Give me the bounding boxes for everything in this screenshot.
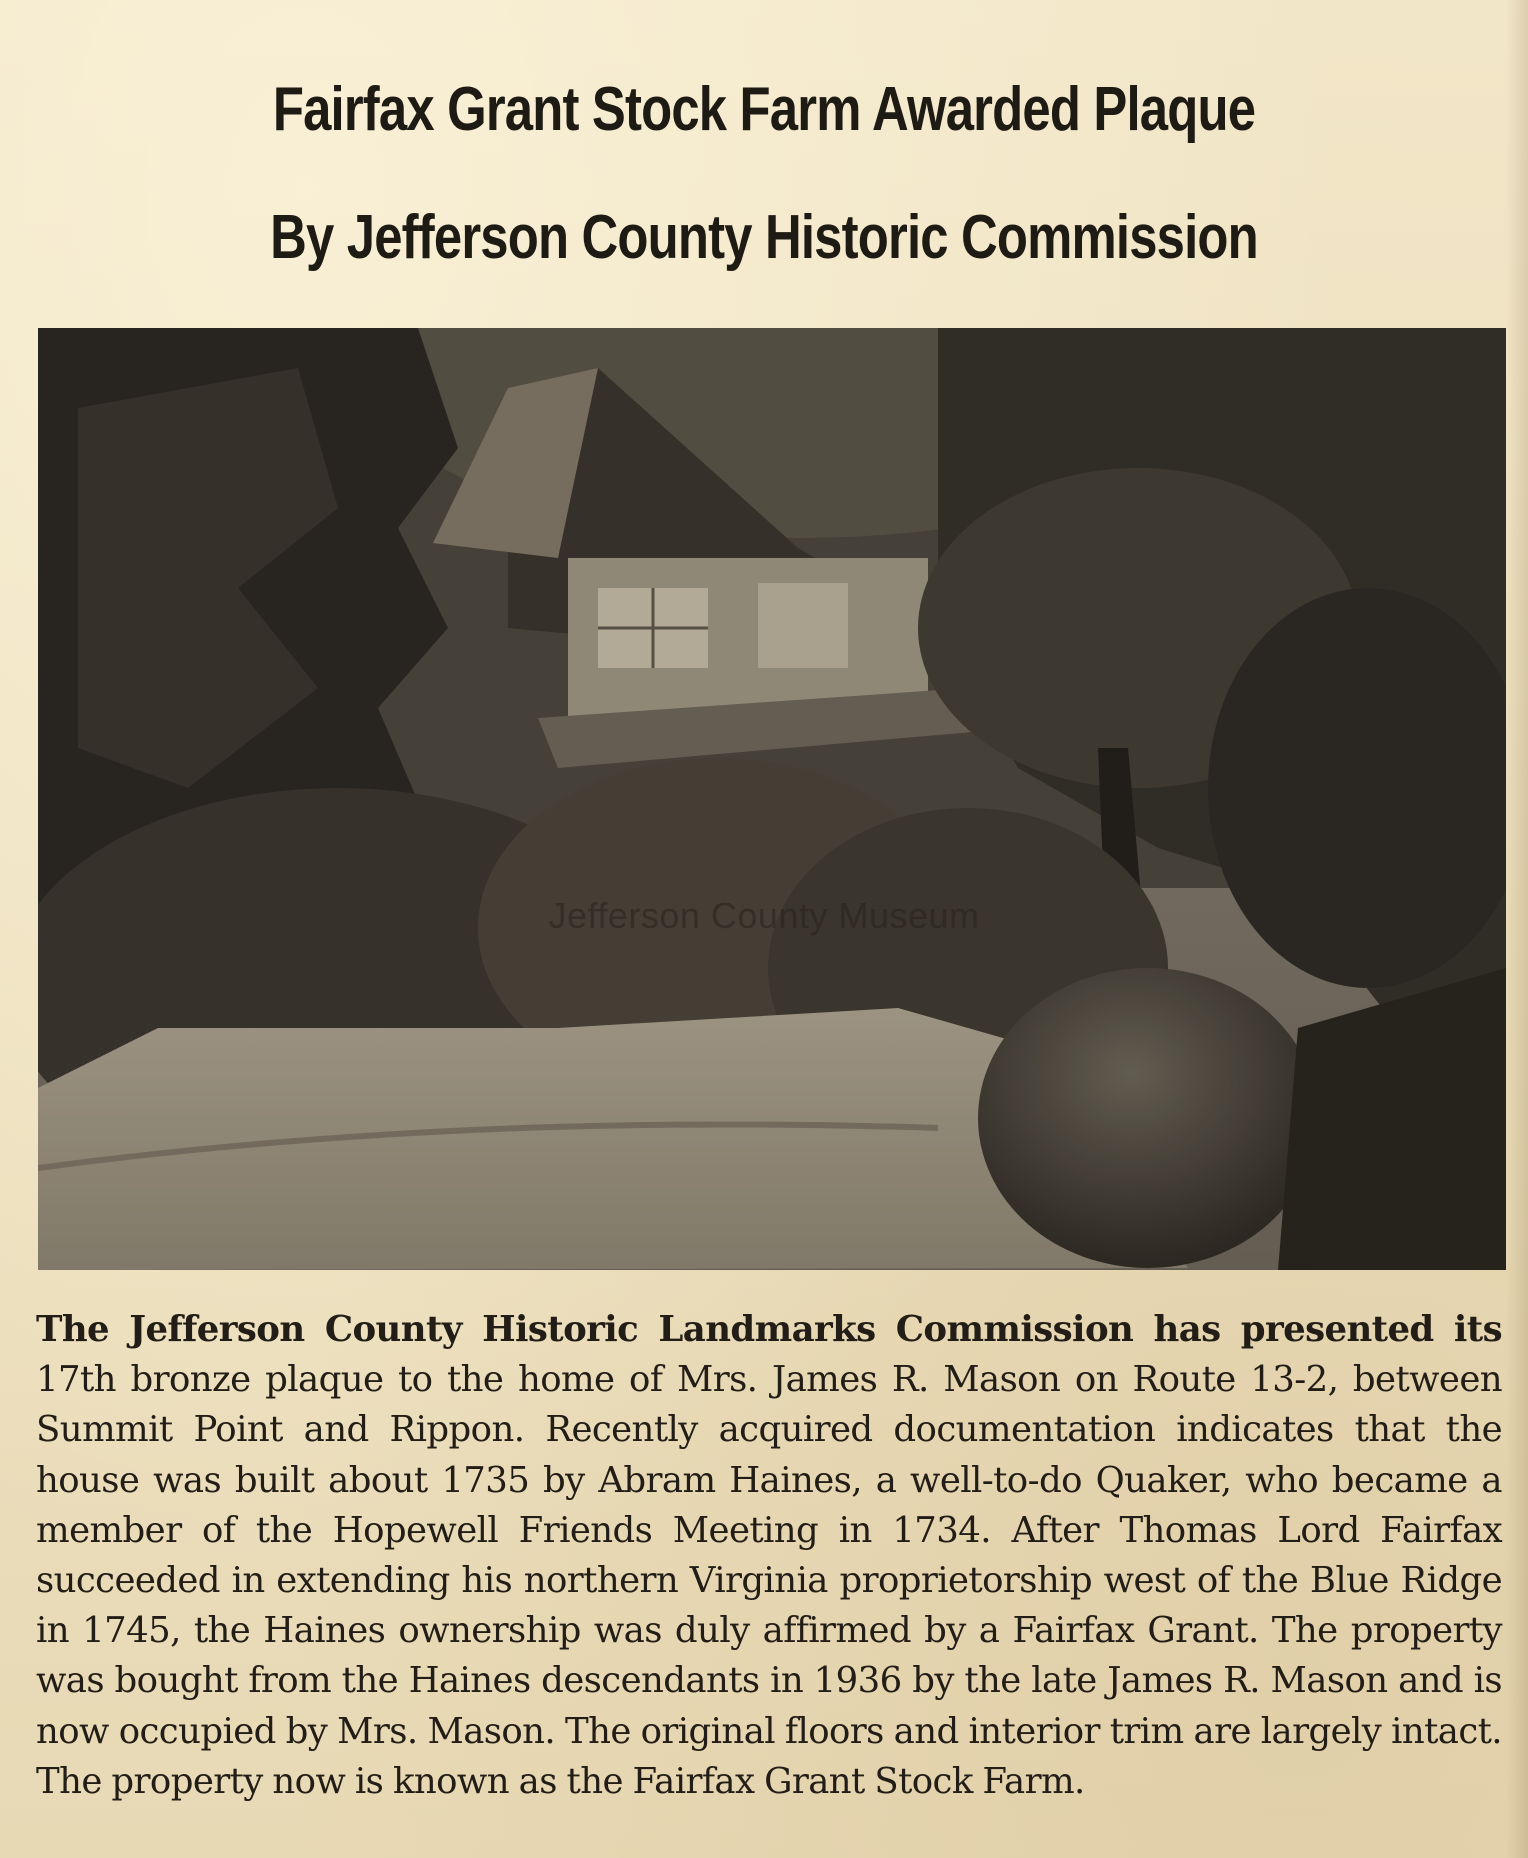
article-lead-line: The Jefferson County Historic Landmarks Commission has presented its: [36, 1309, 1502, 1350]
article-body-text: 17th bronze plaque to the home of Mrs. James R. Mason on Route 13-2, between Summit Point and Rippon. Recently acquired documentation indicates that the house was built about 1735 by Abram Haines, a well-to-do Quaker, who became a member of the Hopewell Friends Meeting in 1734. After Thomas Lord Fairfax succeeded in extending his northern Virginia proprietorship west of the Blue Ridge in 1745, the Haines ownership was duly affirmed by a Fairfax Grant. The property was bought from the Haines descendants in 1936 by the late James R. Mason and is now occupied by Mrs. Mason. The original floors and interior trim are largely intact. The property now is known as the Fairfax Grant Stock Farm.: [36, 1359, 1502, 1802]
house-photograph: [38, 328, 1506, 1270]
museum-watermark: Jefferson County Museum: [548, 895, 980, 936]
house-photo-illustration: [38, 328, 1506, 1270]
article-paragraph: [36, 1305, 1502, 1807]
headline-line-2: By Jefferson County Historic Commission: [270, 203, 1258, 272]
headline-line-1: Fairfax Grant Stock Farm Awarded Plaque: [272, 75, 1256, 144]
